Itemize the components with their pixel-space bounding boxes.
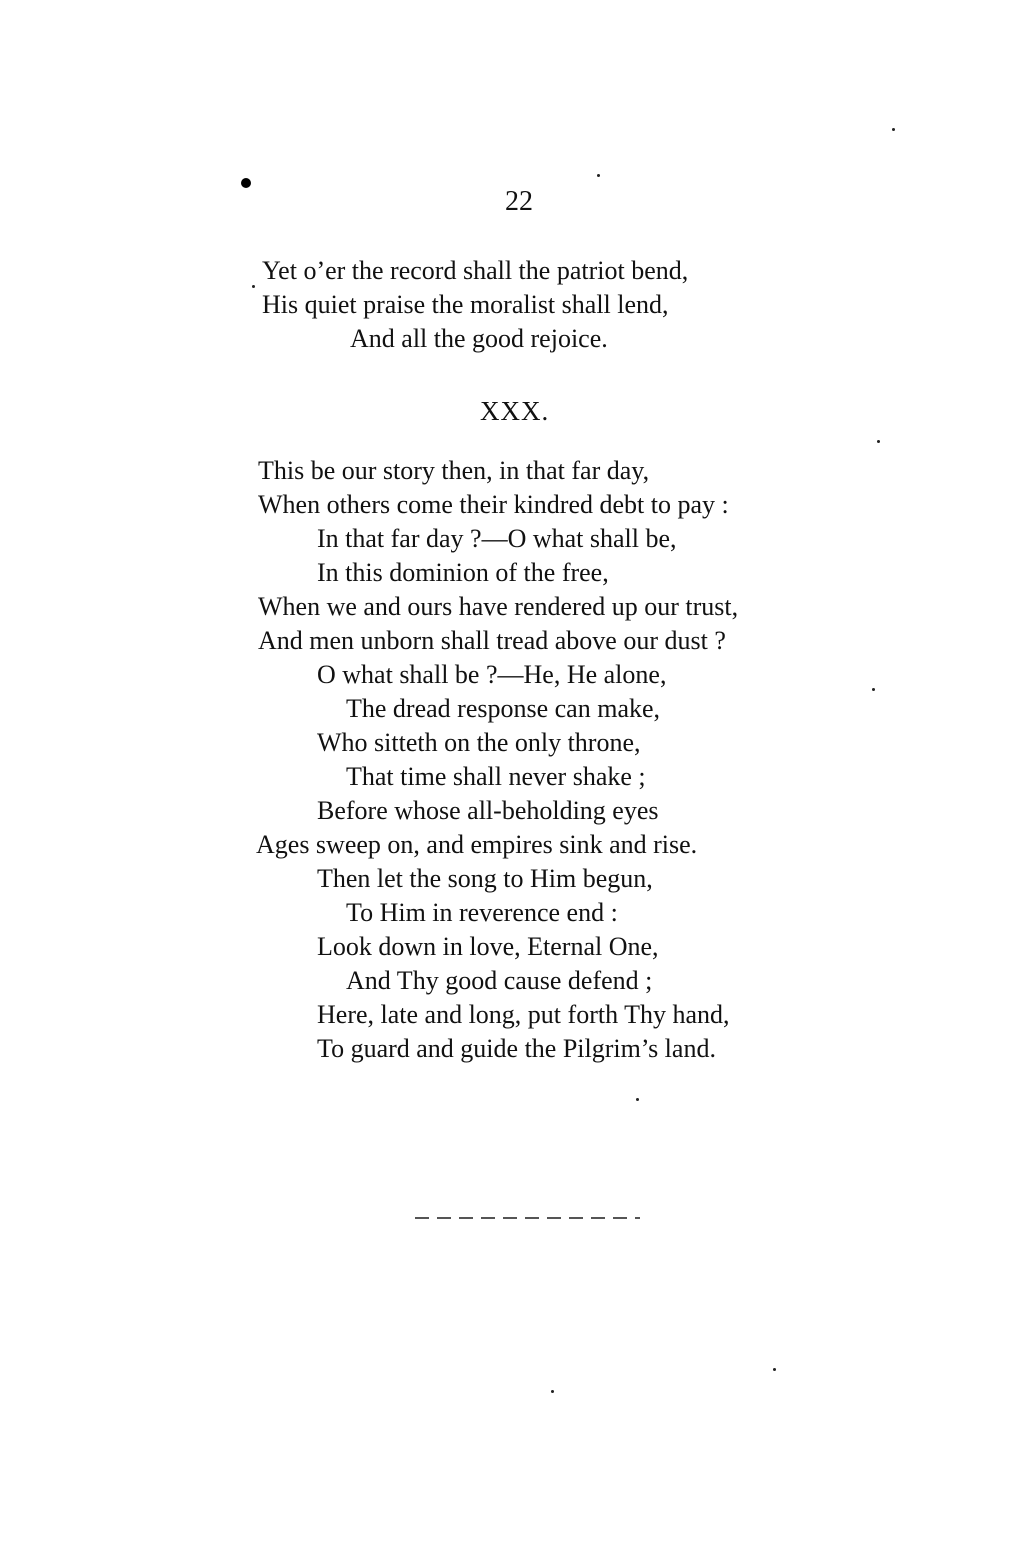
verse-line: And all the good rejoice. — [350, 324, 608, 353]
verse-line: In that far day ?—O what shall be, — [317, 524, 677, 553]
verse-line: That time shall never shake ; — [346, 762, 646, 791]
ink-speck — [892, 128, 895, 131]
ink-speck — [252, 285, 255, 288]
verse-line: The dread response can make, — [346, 694, 661, 723]
verse-line: And Thy good cause defend ; — [346, 966, 653, 995]
verse-line: This be our story then, in that far day, — [258, 456, 650, 485]
section-heading: XXX. — [480, 396, 550, 426]
verse-line: Yet o’er the record shall the patriot bend, — [262, 256, 689, 285]
verse-line: Then let the song to Him begun, — [317, 864, 653, 893]
ink-speck — [597, 174, 600, 177]
verse-line: Who sitteth on the only throne, — [317, 728, 641, 757]
verse-line: Ages sweep on, and empires sink and rise. — [256, 830, 698, 859]
verse-line: Here, late and long, put forth Thy hand, — [317, 1000, 730, 1029]
page-number: 22 — [505, 186, 533, 217]
ink-speck — [551, 1390, 554, 1393]
verse-line: In this dominion of the free, — [317, 558, 609, 587]
ink-blot — [241, 178, 251, 188]
verse-line: When others come their kindred debt to pay : — [258, 490, 729, 519]
ink-speck — [636, 1098, 639, 1101]
ink-speck — [877, 440, 880, 443]
ink-speck — [872, 688, 875, 691]
verse-line: To Him in reverence end : — [346, 898, 618, 927]
verse-line: To guard and guide the Pilgrim’s land. — [317, 1034, 716, 1063]
verse-line: And men unborn shall tread above our dust ? — [258, 626, 726, 655]
verse-line: Look down in love, Eternal One, — [317, 932, 659, 961]
end-rule — [415, 1217, 640, 1219]
verse-line: When we and ours have rendered up our trust, — [258, 592, 739, 621]
ink-speck — [773, 1368, 776, 1371]
verse-line: O what shall be ?—He, He alone, — [317, 660, 667, 689]
verse-line: His quiet praise the moralist shall lend, — [262, 290, 669, 319]
verse-line: Before whose all-beholding eyes — [317, 796, 659, 825]
